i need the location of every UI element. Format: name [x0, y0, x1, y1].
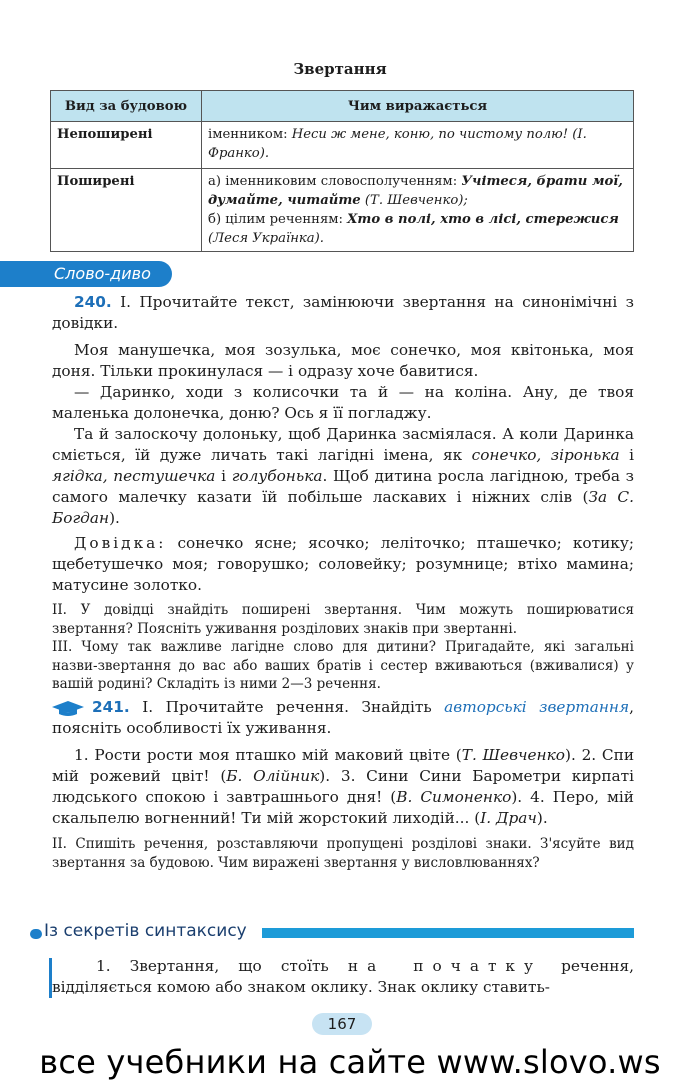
- text: і: [619, 446, 635, 464]
- paragraph: — Даринко, ходи з колисочки та й — на коліна. Ану, де твоя маленька долонечка, доню? Ось я її погладжу.: [52, 383, 634, 422]
- term-author-address: авторські звертання: [444, 698, 630, 716]
- spaced-text: на початку: [347, 957, 542, 975]
- exercise-task: , поясніть особливості їх уживання.: [52, 698, 634, 737]
- table-cell-expression: [202, 169, 634, 252]
- syntax-rule: [52, 956, 634, 998]
- text: Та й залоскочу долоньку, щоб Даринка засміялася. А коли Даринка сміється, їй дуже личать такі лагідні імена, як: [52, 425, 634, 464]
- table-row: [51, 169, 634, 252]
- table-cell-kind: Поширені: [51, 169, 202, 252]
- exercise-task: І. Прочитайте текст, замінюючи звертання на синонімічні з довідки.: [52, 293, 634, 332]
- text: ).: [109, 509, 120, 527]
- bullet-icon: [30, 929, 42, 939]
- cell-source: (Леся Українка).: [208, 231, 324, 246]
- cell-example: Учітеся, брати мої, думайте, читайте: [208, 174, 623, 208]
- italic-text: ягідка, пестушечка: [52, 467, 216, 485]
- exercise-number: 240.: [74, 293, 112, 311]
- italic-text: сонечко, зіронька: [471, 446, 620, 464]
- divider: [262, 928, 634, 938]
- text: ). 2. Спи мій рожевий цвіт! (: [52, 746, 635, 785]
- address-types-table: [50, 90, 634, 252]
- italic-text: голубонька: [231, 467, 323, 485]
- hint: [52, 533, 634, 596]
- cell-text: б) цілим реченням:: [208, 212, 348, 227]
- text: . Щоб дитина росла лагідною, треба з самого малечку казати їй побільше ласкавих і ніжних слів (: [52, 467, 635, 506]
- source: За С. Богдан: [52, 488, 634, 527]
- table-cell-kind: Непоширені: [51, 122, 202, 169]
- exercise-240: [52, 292, 634, 694]
- question: ІІ. Спишіть речення, розставляючи пропущені розділові знаки. З'ясуйте вид звертання за будовою. Чим виражені звертання у висловлюваннях?: [52, 836, 634, 871]
- source: І. Драч: [480, 809, 537, 827]
- exercise-task: І. Прочитайте речення. Знайдіть: [129, 698, 445, 716]
- hint-text: сонечко ясне; ясочко; леліточко; пташечко; котику; щебетушечко моя; говорушко; соловейку; розумнице; втіхо мамина; матусине золотко.: [52, 534, 634, 594]
- source: Т. Шевченко: [461, 746, 565, 764]
- question: ІІІ. Чому так важливе лагідне слово для дитини? Пригадайте, які загальні назви-звертання до вас або ваших братів і сестер вживаються (вживалися) у вашій родині? Складіть із ними 2—3 речення.: [52, 639, 634, 692]
- text: ). 4. Перо, мій скальпелю вогненний! Ти мій жорстокий лиходій... (: [52, 788, 634, 827]
- table-row: [51, 122, 634, 169]
- table-header: Чим виражається: [202, 91, 634, 122]
- cell-source: (Т. Шевченко);: [360, 193, 468, 208]
- question: ІІ. У довідці знайдіть поширені звертання. Чим можуть поширюватися звертання? Поясніть уживання розділових знаків при звертанні.: [52, 602, 634, 637]
- cell-example: Неси ж мене, коню, по чистому полю!: [291, 127, 569, 142]
- exercise-number: 241.: [92, 698, 130, 716]
- table-cell-expression: [202, 122, 634, 169]
- cell-text: іменником:: [208, 127, 292, 142]
- table-header: Вид за будовою: [51, 91, 202, 122]
- cell-example: Хто в полі, хто в лісі, стережися: [347, 212, 619, 227]
- section-title: Із секретів синтаксису: [44, 921, 247, 941]
- text: ).: [536, 809, 548, 827]
- exercise-241: [52, 697, 634, 872]
- text: 1. Рости рости моя пташко мій маковий цвіте (: [74, 746, 462, 764]
- paragraph: [52, 424, 634, 529]
- text: речення, відділяється комою або знаком оклику. Знак оклику ставить-: [52, 957, 634, 996]
- text: 1. Звертання, що стоїть: [96, 957, 348, 975]
- section-banner: Слово-диво: [0, 261, 172, 287]
- source: В. Симоненко: [396, 788, 512, 806]
- hint-label: Довідка:: [74, 534, 167, 552]
- cell-text: а) іменниковим словосполученням:: [208, 174, 462, 189]
- source: Б. Олійник: [226, 767, 320, 785]
- sentences: [52, 745, 634, 829]
- table-header-row: [51, 91, 634, 122]
- text: ). 3. Сини Сини Барометри кирпаті людського спокою і завтрашнього дня! (: [52, 767, 634, 806]
- text: і: [215, 467, 232, 485]
- page-number: 167: [312, 1013, 372, 1035]
- paragraph: Моя манушечка, моя зозулька, моє сонечко, моя квітонька, моя доня. Тільки прокинулася — і одразу хоче бавитися.: [52, 341, 634, 380]
- cell-source: (І. Франко).: [208, 127, 587, 161]
- site-watermark: все учебники на сайте www.slovo.ws: [39, 1043, 661, 1081]
- table-title: Звертання: [293, 60, 387, 78]
